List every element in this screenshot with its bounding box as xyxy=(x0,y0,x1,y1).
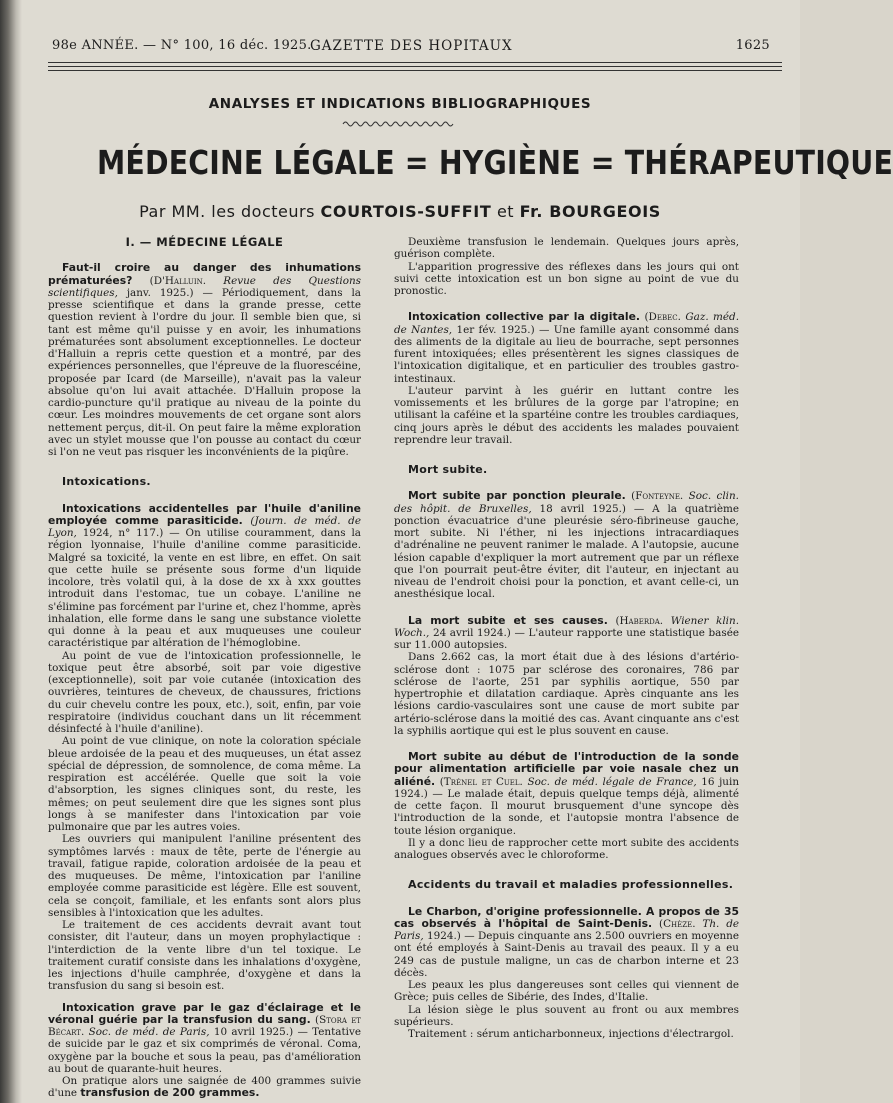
article-ponction xyxy=(394,490,739,600)
left-column xyxy=(48,236,361,1100)
paragraph: Les peaux les plus dangereuses sont celles qui viennent de Grèce; puis celles de Sibérie, des Indes, d'Italie. xyxy=(394,979,739,1004)
article-text: 10 avril 1925.) — Tentative de suicide par le gaz et six comprimés de véronal. Coma, oxygène par la bouche et sous la peau, pas d'amélioration au bout de quarante-huit heures. xyxy=(48,1026,361,1075)
article-author: (Fonteyne. xyxy=(631,490,684,503)
author-1: COURTOIS-SUFFIT xyxy=(320,202,492,221)
paragraph-bold-text: transfusion de 200 grammes. xyxy=(80,1086,260,1100)
author-2: Fr. BOURGEOIS xyxy=(519,202,661,221)
article-digitale xyxy=(394,311,739,385)
page-number: 1625 xyxy=(735,38,770,53)
article-mort-subite-causes xyxy=(394,615,739,652)
article-title: Mort subite par ponction pleurale. xyxy=(408,489,626,503)
article-reference: Wiener klin. Woch., xyxy=(394,614,739,639)
article-author: (Debec. xyxy=(644,311,681,324)
right-column xyxy=(394,236,739,1040)
running-header xyxy=(52,38,770,60)
article-aniline xyxy=(48,503,361,650)
paragraph xyxy=(48,1075,361,1100)
section-title: ANALYSES ET INDICATIONS BIBLIOGRAPHIQUES xyxy=(208,96,592,112)
paragraph: Dans 2.662 cas, la mort était due à des lésions d'artério-sclérose dont : 1075 par sclérose des coronaires, 786 par sclérose de l'aorte, 251 par syphilis aortique, 550 par hypertrophie et dilatation cardiaque. Après cinquante ans les lésions cardio-vasculaires sont une cause de mort subite par artério-sclérose dans la moitié des cas. Avant cinquante ans c'est la syphilis aortique qui est le plus souvent en cause. xyxy=(394,651,739,737)
article-author: (D'Halluin. xyxy=(149,274,207,287)
subsection-heading: Intoxications. xyxy=(62,475,151,489)
header-rule xyxy=(48,70,782,71)
book-spine-shadow xyxy=(0,0,22,1103)
article-inhumations xyxy=(48,262,361,458)
article-reference-detail: 1924, n° 117.) xyxy=(82,527,164,539)
paragraph-text: On pratique alors une saignée de 400 grammes suivie d'une xyxy=(48,1075,361,1100)
article-reference: Revue des Questions scientifiques, xyxy=(48,274,361,299)
article-text: 1924.) — Depuis cinquante ans 2.500 ouvriers en moyenne ont été employés à Saint-Denis au travail des peaux. Il y a eu 249 cas de pustule maligne, un cas de charbon interne et 23 décès. xyxy=(394,930,739,979)
article-text: — On utilise couramment, dans la région lyonnaise, l'huile d'aniline comme parasiticide. Malgré sa toxicité, la vente en est libre, en effet. On sait que cette huile se présente sous forme d'un liquide incolore, très volatil qui, à la dose de xx à xxx gouttes introduit dans l'estomac, tue un cobaye. L'aniline ne s'élimine pas forcément par l'urine et, chez l'homme, après inhalation, elle forme dans le sang une substance violette qui donne à la peau et aux muqueuses une couleur caractéristique par altération de l'hémoglobine. xyxy=(48,527,361,650)
header-rule xyxy=(48,66,782,67)
article-reference: Th. de Paris, xyxy=(394,917,740,942)
byline-conj: et xyxy=(496,202,515,221)
article-author: (Chèze. xyxy=(659,917,696,930)
article-title: Mort subite au début de l'introduction de la sonde pour alimentation artificielle par voie nasale chez un aliéné. xyxy=(394,750,739,788)
paragraph: Les ouvriers qui manipulent l'aniline présentent des symptômes larvés : maux de tête, perte de l'énergie au travail, fatigue rapide, coloration ardoisée de la peau et des muqueuses. De même, l'intoxication par l'aniline employée comme parasiticide est légère. Elle est souvent, cela se conçoit, familiale, et les enfants sont alors plus sensibles à l'intoxication que les adultes. xyxy=(48,833,361,919)
article-reference: Soc. clin. des hôpit. de Bruxelles, xyxy=(394,490,739,515)
article-reference: Soc. de méd. de Paris, xyxy=(88,1026,210,1038)
header-rule xyxy=(48,62,782,63)
paragraph: L'auteur parvint à les guérir en luttant contre les vomissements et les brûlures de la gorge par l'atropine; en utilisant la caféine et la spartéine contre les troubles cardiaques, cinq jours après le début des accidents les malades pouvaient reprendre leur travail. xyxy=(394,384,739,446)
paragraph: La lésion siège le plus souvent au front ou aux membres supérieurs. xyxy=(394,1003,739,1028)
article-text: 16 juin 1924.) — Le malade était, depuis quelque temps déjà, alimenté de cette façon. Il mourut brusquement d'une syncope dès l'introduction de la sonde, et l'autopsie montra l'absence de toute lésion organique. xyxy=(394,775,740,837)
paragraph: Traitement : sérum anticharbonneux, injections d'électrargol. xyxy=(408,1028,734,1040)
article-title: Faut-il croire au danger des inhumations prématurées? xyxy=(48,261,361,287)
wavy-ornament xyxy=(343,120,453,128)
paragraph: Le traitement de ces accidents devrait avant tout consister, dit l'auteur, dans un moyen prophylactique : l'interdiction de la vente libre d'un tel toxique. Le traitement curatif consiste dans les inhalations d'oxygène, les injections d'huile camphrée, d'oxygène et dans la transfusion du sang si besoin est. xyxy=(48,919,361,993)
paragraph: Au point de vue clinique, on note la coloration spéciale bleue ardoisée de la peau et des muqueuses, un état assez spécial de dépression, de somnolence, de coma même. La respiration est accélérée. Quelle que soit la voie d'absorption, les signes cliniques sont, du reste, les mêmes; on peut seulement dire que les signes sont plus longs à se manifester dans l'intoxication par voie pulmonaire que par les autres voies. xyxy=(48,735,361,833)
chapter-heading: I. — MÉDECINE LÉGALE xyxy=(125,235,284,249)
article-author: (Haberda. xyxy=(615,614,664,627)
paragraph: Il y a donc lieu de rapprocher cette mort subite des accidents analogues observés avec le chloroforme. xyxy=(394,836,739,861)
paragraph: L'apparition progressive des réflexes dans les jours qui ont suivi cette intoxication est un bon signe au point de vue du pronostic. xyxy=(394,260,739,297)
main-title: MÉDECINE LÉGALE = HYGIÈNE = THÉRAPEUTIQUE xyxy=(97,143,893,182)
journal-name: GAZETTE DES HOPITAUX xyxy=(310,38,513,54)
article-sonde xyxy=(394,751,739,837)
article-title: La mort subite et ses causes. xyxy=(408,613,608,627)
article-text: 24 avril 1924.) — L'auteur rapporte une statistique basée sur 11.000 autopsies. xyxy=(394,626,739,651)
article-title: Intoxications accidentelles par l'huile d'aniline employée comme parasiticide. xyxy=(48,501,361,527)
paragraph: Au point de vue de l'intoxication professionnelle, le toxique peut être absorbé, soit par voie digestive (exceptionnelle), soit par voie cutanée (intoxication des ouvrières, teintures de cheveux, de chaussures, frictions du cuir chevelu contre les poux, etc.), soit, enfin, par voie respiratoire (individus couchant dans un lit récemment désinfecté à l'huile d'aniline). xyxy=(48,649,361,735)
article-author: (Trénel et Cuel. xyxy=(439,775,523,788)
paragraph: Deuxième transfusion le lendemain. Quelques jours après, guérison complète. xyxy=(394,236,739,261)
subsection-heading: Mort subite. xyxy=(408,463,488,476)
article-charbon xyxy=(394,906,739,980)
article-reference: (Journ. de méd. de Lyon, xyxy=(48,514,361,539)
article-reference: Gaz. méd. de Nantes, xyxy=(394,311,739,336)
byline-prefix: Par MM. les docteurs xyxy=(139,202,315,221)
article-text: 1er fév. 1925.) — Une famille ayant consommé dans des aliments de la digitale au lieu de bourrache, sept personnes furent intoxiquées; elles présentèrent les signes classiques de l'intoxication digitalique, et en particulier des troubles gastro-intestinaux. xyxy=(394,323,739,385)
subsection-heading: Accidents du travail et maladies professionnelles. xyxy=(408,878,734,892)
article-title: Intoxication grave par le gaz d'éclairage et le véronal guérie par la transfusion du sang. xyxy=(48,1000,361,1026)
article-reference: Soc. de méd. légale de France, xyxy=(527,775,697,788)
article-title: Le Charbon, d'origine professionnelle. A propos de 35 cas observés à l'hôpital de Saint-Denis. xyxy=(394,904,739,930)
article-gaz-veronal xyxy=(48,1002,361,1076)
issue-line: 98e ANNÉE. — N° 100, 16 déc. 1925. xyxy=(52,38,312,53)
article-text: janv. 1925.) — Périodiquement, dans la presse scientifique et dans la grande presse, cette question revient à l'ordre du jour. Il semble bien que, si tant est même qu'il puisse y en avoir, les inhumations prématurées sont absolument exceptionnelles. Le docteur d'Halluin a repris cette question et a montré, par des expériences personnelles, que l'épreuve de la fluorescéine, proposée par Icard (de Marseille), n'avait pas la valeur absolue qu'on lui avait attachée. D'Halluin propose la cardio-puncture qu'il pratique au niveau de la pointe du cœur. Les moindres mouvements de cet organe sont alors nettement perçus, dit-il. On peut faire la même exploration avec un stylet mousse que l'on pousse au contact du cœur si l'on ne veut pas risquer les inconvénients de la piqûre. xyxy=(48,286,362,458)
article-title: Intoxication collective par la digitale. xyxy=(408,310,641,324)
article-author: (Stora et Bécart. xyxy=(48,1013,361,1038)
article-text: 18 avril 1925.) — A la quatrième ponction évacuatrice d'une pleurésie séro-fibrineuse gauche, mort subite. Ni l'éther, ni les injections intracardiaques d'adrénaline ne peuvent ranimer le malade. A l'autopsie, aucune lésion capable d'expliquer la mort autrement que par un réflexe que l'on pourrait peut-être éviter, dit l'auteur, en injectant au niveau de l'endroit choisi pour la ponction, et avant celle-ci, un anesthésique local. xyxy=(394,502,739,601)
byline xyxy=(0,202,800,221)
